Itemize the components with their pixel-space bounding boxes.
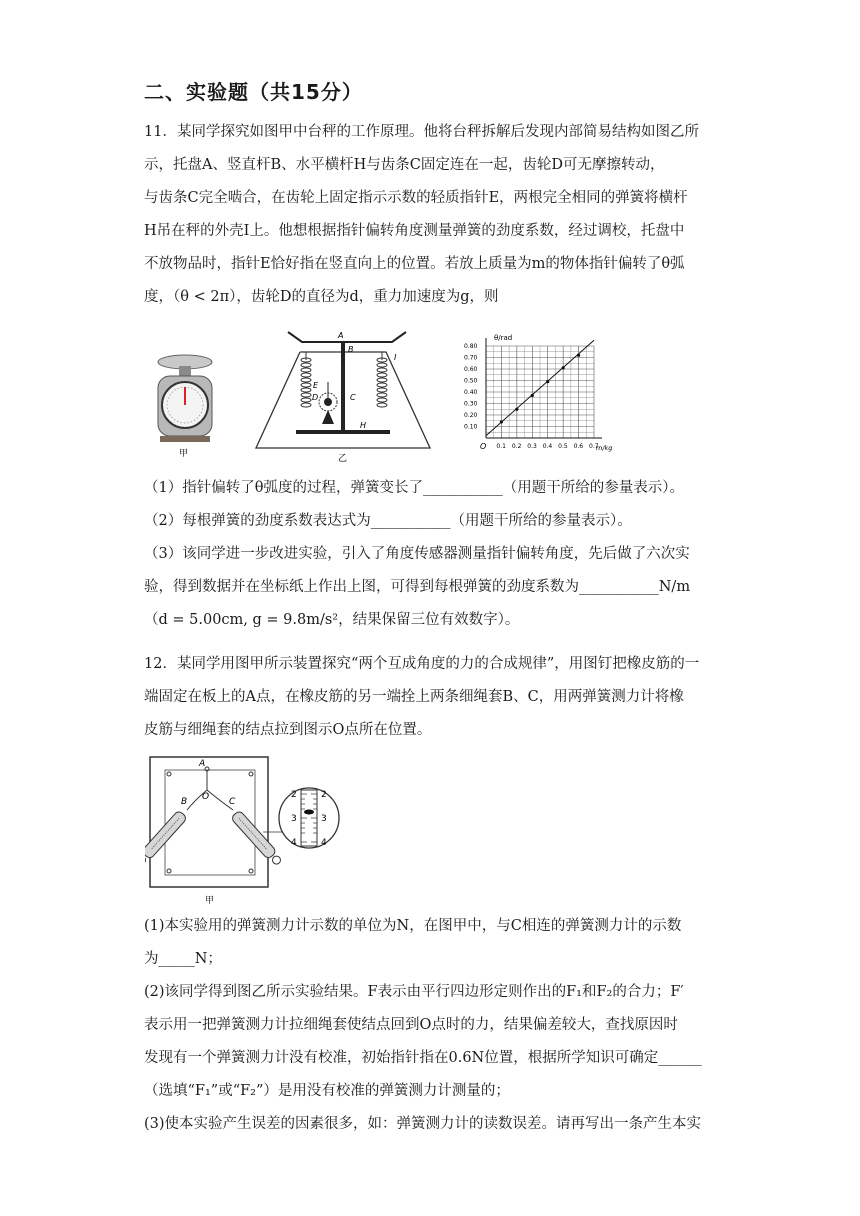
q11-sub2: （2）每根弹簧的劲度系数表达式为___________（用题干所给的参量表示）。 [144, 513, 632, 529]
y-tick-label: 0.10 [464, 423, 478, 431]
q11-line: 度，（θ < 2π），齿轮D的直径为d，重力加速度为g，则 [144, 289, 499, 305]
scale-tick-3: 3 [321, 814, 327, 824]
fig-label-yi: 乙 [338, 454, 348, 464]
left-spring [301, 352, 311, 407]
q12-sub2: 表示用一把弹簧测力计拉细绳套使结点回到O点时的力，结果偏差较大，查找原因时 [144, 1017, 678, 1033]
theta-mass-chart [462, 330, 622, 460]
data-point [531, 394, 534, 397]
q12-line: 12．某同学用图甲所示装置探究“两个互成角度的力的合成规律”，用图钉把橡皮筋的一 [144, 656, 700, 672]
scale-tick-2: 2 [321, 790, 327, 800]
label-I: I [394, 353, 397, 362]
chart-grid [486, 346, 594, 438]
label-O: O [202, 792, 210, 802]
scale-tick-2: 2 [291, 790, 297, 800]
q12-sub3: (3)使本实验产生误差的因素很多，如：弹簧测力计的读数误差。请再写出一条产生本实 [144, 1116, 702, 1132]
q12-line: 端固定在板上的A点，在橡皮筋的另一端拴上两条细绳套B、C，用两弹簧测力计将橡 [144, 689, 684, 705]
structure-figure-yi [250, 330, 435, 465]
x-tick-label: 0.1 [496, 443, 506, 450]
y-tick-label: 0.70 [464, 354, 478, 362]
data-point [515, 408, 518, 411]
y-tick-label: 0.50 [464, 377, 478, 385]
q12-sub2: （选填“F₁”或“F₂”）是用没有校准的弹簧测力计测量的； [144, 1083, 510, 1099]
scale-figure-jia [150, 350, 220, 460]
chart-axes [486, 338, 602, 438]
fig-label-jia: 甲 [179, 449, 189, 459]
q11-sub3: （3）该同学进一步改进实验，引入了角度传感器测量指针偏转角度，先后做了六次实 [144, 546, 690, 562]
data-point [500, 420, 503, 423]
label-H: H [360, 421, 367, 430]
q11-sub3: （d = 5.00cm, g = 9.8m/s²，结果保留三位有效数字）。 [144, 612, 520, 628]
data-point [546, 380, 549, 383]
y-tick-label: 0.60 [464, 366, 478, 373]
label-A: A [338, 331, 344, 340]
scale-tick-4: 4 [291, 838, 297, 848]
force-experiment-figure [145, 752, 345, 907]
q12-line: 皮筋与细绳套的结点拉到图示O点所在位置。 [144, 722, 432, 738]
y-tick-label: 0.80 [464, 343, 478, 350]
q11-sub1: （1）指针偏转了θ弧度的过程，弹簧变长了___________（用题干所给的参量表示）。 [144, 480, 684, 496]
x-tick-label: 0.7 [589, 443, 599, 450]
spring-balance-b [145, 810, 187, 867]
chart-y-axis-label: θ/rad [494, 334, 513, 342]
chart-origin-label: O [480, 442, 487, 451]
q12-sub2: (2)该同学得到图乙所示实验结果。F表示由平行四边形定则作出的F₁和F₂的合力；F′ [144, 984, 684, 1000]
x-tick-label: 0.2 [511, 443, 522, 450]
fig-label-jia-2: 甲 [205, 896, 215, 906]
q12-sub2: 发现有一个弹簧测力计没有校准，初始指针指在0.6N位置，根据所学知识可确定______ [144, 1050, 702, 1066]
q11-line: 11．某同学探究如图甲中台秤的工作原理。他将台秤拆解后发现内部简易结构如图乙所 [144, 124, 699, 140]
q11-line: 不放物品时，指针E恰好指在竖直向上的位置。若放上质量为m的物体指针偏转了θ弧 [144, 256, 685, 272]
label-E: E [313, 381, 319, 390]
q11-line: 与齿条C完全啮合，在齿轮上固定指示示数的轻质指针E，两根完全相同的弹簧将横杆 [144, 190, 688, 206]
question-11-stem [144, 116, 714, 314]
q11-line: 示，托盘A、竖直杆B、水平横杆H与齿条C固定连在一起，齿轮D可无摩擦转动， [144, 157, 665, 173]
label-D: D [312, 393, 319, 402]
scale-tick-3: 3 [291, 814, 297, 824]
label-B: B [348, 345, 354, 354]
right-spring [377, 352, 387, 407]
chart-x-axis-label: m/kg [596, 444, 613, 452]
q12-sub1: 为_____N； [144, 951, 222, 967]
y-tick-label: 0.20 [464, 412, 478, 419]
q11-line: H吊在秤的外壳I上。他想根据指针偏转角度测量弹簧的劲度系数，经过调校，托盘中 [144, 223, 685, 239]
q12-sub1: (1)本实验用的弹簧测力计示数的单位为N，在图甲中，与C相连的弹簧测力计的示数 [144, 918, 682, 934]
label-B2: B [181, 797, 188, 807]
q11-sub3: 验，得到数据并在坐标纸上作出上图，可得到每根弹簧的劲度系数为___________N/m [144, 579, 691, 595]
x-tick-label: 0.4 [542, 443, 553, 450]
scale-tick-4: 4 [321, 838, 327, 848]
label-C2: C [229, 797, 236, 807]
label-A2: A [199, 759, 206, 769]
label-C: C [350, 393, 356, 402]
question-11-parts [144, 472, 714, 637]
question-12-parts [144, 910, 714, 1141]
data-point [562, 366, 565, 369]
data-point [577, 354, 580, 357]
x-tick-label: 0.6 [573, 443, 584, 450]
spring-balance-c [231, 810, 284, 867]
y-tick-label: 0.40 [464, 389, 478, 396]
question-12-stem [144, 648, 714, 747]
section-title: 二、实验题（共15分） [144, 80, 363, 104]
x-tick-label: 0.5 [558, 443, 568, 450]
x-tick-label: 0.3 [527, 443, 537, 450]
y-tick-label: 0.30 [464, 400, 478, 408]
